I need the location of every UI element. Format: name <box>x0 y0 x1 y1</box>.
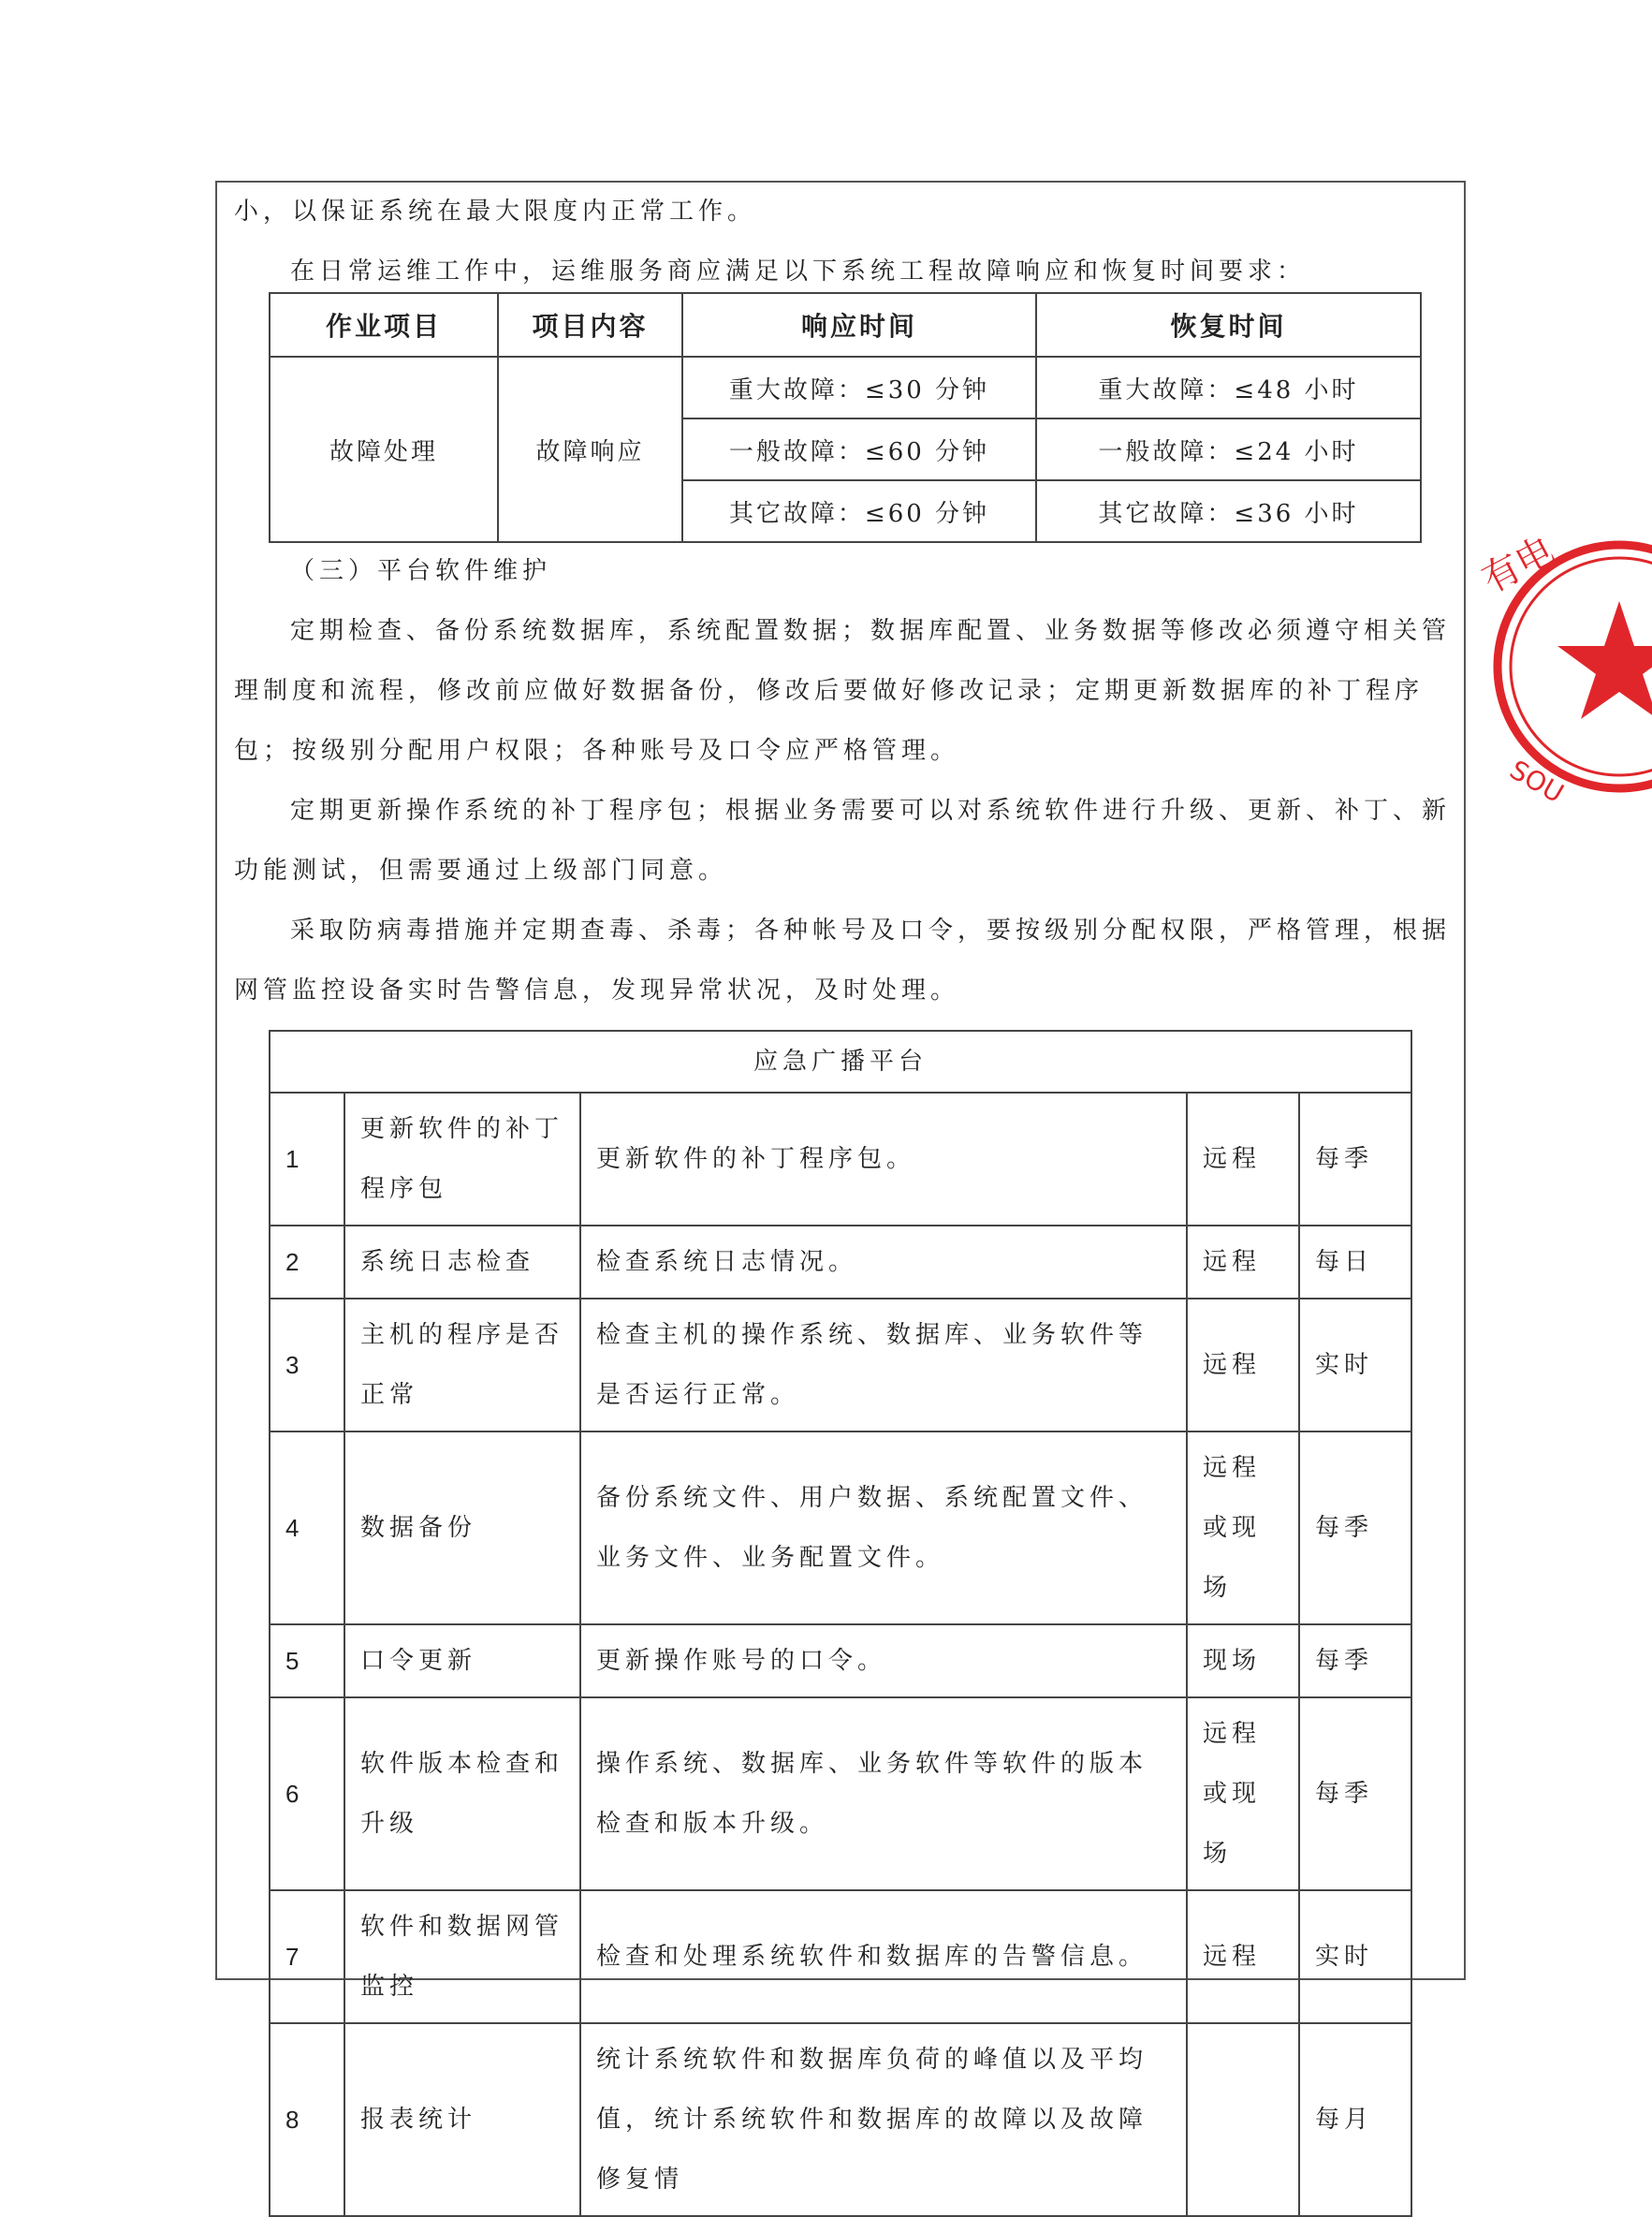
task-description: 备份系统文件、用户数据、系统配置文件、业务文件、业务配置文件。 <box>580 1432 1187 1624</box>
header-cell: 作业项目 <box>270 293 498 357</box>
task-description: 统计系统软件和数据库负荷的峰值以及平均值，统计系统软件和数据库的故障以及故障修复情 <box>580 2023 1187 2216</box>
response-cell: 重大故障：≤30 分钟 <box>682 357 1036 418</box>
task-description: 检查和处理系统软件和数据库的告警信息。 <box>580 1890 1187 2023</box>
lead-line: 在日常运维工作中，运维服务商应满足以下系统工程故障响应和恢复时间要求： <box>290 257 1307 286</box>
recovery-cell: 重大故障：≤48 小时 <box>1036 357 1421 418</box>
task-description: 检查主机的操作系统、数据库、业务软件等是否运行正常。 <box>580 1299 1187 1432</box>
table-title-row <box>270 1031 1411 1093</box>
paragraph: 定期更新操作系统的补丁程序包；根据业务需要可以对系统软件进行升级、更新、补丁、新功能测试，但需要通过上级部门同意。 <box>234 797 1452 885</box>
table-row <box>270 1624 1411 1697</box>
table-row <box>270 2023 1411 2216</box>
task-frequency: 每日 <box>1299 1226 1411 1299</box>
table-row <box>270 1890 1411 2023</box>
task-frequency: 实时 <box>1299 1890 1411 2023</box>
header-cell: 项目内容 <box>498 293 682 357</box>
task-mode: 远程 <box>1187 1299 1299 1432</box>
task-mode: 现场 <box>1187 1624 1299 1697</box>
task-item: 报表统计 <box>344 2023 580 2216</box>
task-mode: 远程 <box>1187 1093 1299 1226</box>
company-seal-icon <box>1465 526 1652 810</box>
fault-response-table <box>269 292 1422 543</box>
row-number: 3 <box>270 1299 344 1432</box>
row-number: 5 <box>270 1624 344 1697</box>
table-row <box>270 1093 1411 1226</box>
svg-text:SOU: SOU <box>1504 754 1570 810</box>
task-mode: 远程或现场 <box>1187 1697 1299 1890</box>
task-item: 数据备份 <box>344 1432 580 1624</box>
task-frequency: 每季 <box>1299 1624 1411 1697</box>
task-mode: 远程 <box>1187 1226 1299 1299</box>
maintenance-tasks-table <box>269 1030 1412 2217</box>
row-number: 1 <box>270 1093 344 1226</box>
response-cell: 一般故障：≤60 分钟 <box>682 418 1036 480</box>
task-mode <box>1187 2023 1299 2216</box>
task-item: 口令更新 <box>344 1624 580 1697</box>
svg-text:有电: 有电 <box>1475 528 1562 602</box>
table-row <box>270 1432 1411 1624</box>
table-header-row <box>270 293 1421 357</box>
table-row <box>270 357 1421 418</box>
header-cell: 恢复时间 <box>1036 293 1421 357</box>
task-item: 更新软件的补丁程序包 <box>344 1093 580 1226</box>
task-description: 更新软件的补丁程序包。 <box>580 1093 1187 1226</box>
task-description: 检查系统日志情况。 <box>580 1226 1187 1299</box>
task-description: 更新操作账号的口令。 <box>580 1624 1187 1697</box>
table-row <box>270 1299 1411 1432</box>
response-cell: 其它故障：≤60 分钟 <box>682 480 1036 542</box>
task-frequency: 每季 <box>1299 1697 1411 1890</box>
task-item: 软件版本检查和升级 <box>344 1697 580 1890</box>
row-number: 6 <box>270 1697 344 1890</box>
row-number: 4 <box>270 1432 344 1624</box>
content-cell: 故障响应 <box>498 357 682 542</box>
paragraph: 采取防病毒措施并定期查毒、杀毒；各种帐号及口令，要按级别分配权限，严格管理，根据网管监控设备实时告警信息，发现异常状况，及时处理。 <box>234 917 1452 1005</box>
item-cell: 故障处理 <box>270 357 498 542</box>
task-mode: 远程 <box>1187 1890 1299 2023</box>
row-number: 2 <box>270 1226 344 1299</box>
task-item: 主机的程序是否正常 <box>344 1299 580 1432</box>
task-mode: 远程或现场 <box>1187 1432 1299 1624</box>
table-row <box>270 1226 1411 1299</box>
task-frequency: 每季 <box>1299 1093 1411 1226</box>
table-title: 应急广播平台 <box>270 1031 1411 1093</box>
task-description: 操作系统、数据库、业务软件等软件的版本检查和版本升级。 <box>580 1697 1187 1890</box>
header-cell: 响应时间 <box>682 293 1036 357</box>
task-frequency: 每季 <box>1299 1432 1411 1624</box>
paragraph: 定期检查、备份系统数据库，系统配置数据；数据库配置、业务数据等修改必须遵守相关管理制度和流程，修改前应做好数据备份，修改后要做好修改记录；定期更新数据库的补丁程序包；按级别分配用户权限；各种账号及口令应严格管理。 <box>234 617 1452 765</box>
table-row <box>270 1697 1411 1890</box>
task-item: 软件和数据网管监控 <box>344 1890 580 2023</box>
task-item: 系统日志检查 <box>344 1226 580 1299</box>
recovery-cell: 其它故障：≤36 小时 <box>1036 480 1421 542</box>
task-frequency: 实时 <box>1299 1299 1411 1432</box>
recovery-cell: 一般故障：≤24 小时 <box>1036 418 1421 480</box>
intro-line: 小，以保证系统在最大限度内正常工作。 <box>234 198 757 226</box>
section-heading: （三）平台软件维护 <box>290 557 552 585</box>
task-frequency: 每月 <box>1299 2023 1411 2216</box>
row-number: 8 <box>270 2023 344 2216</box>
row-number: 7 <box>270 1890 344 2023</box>
